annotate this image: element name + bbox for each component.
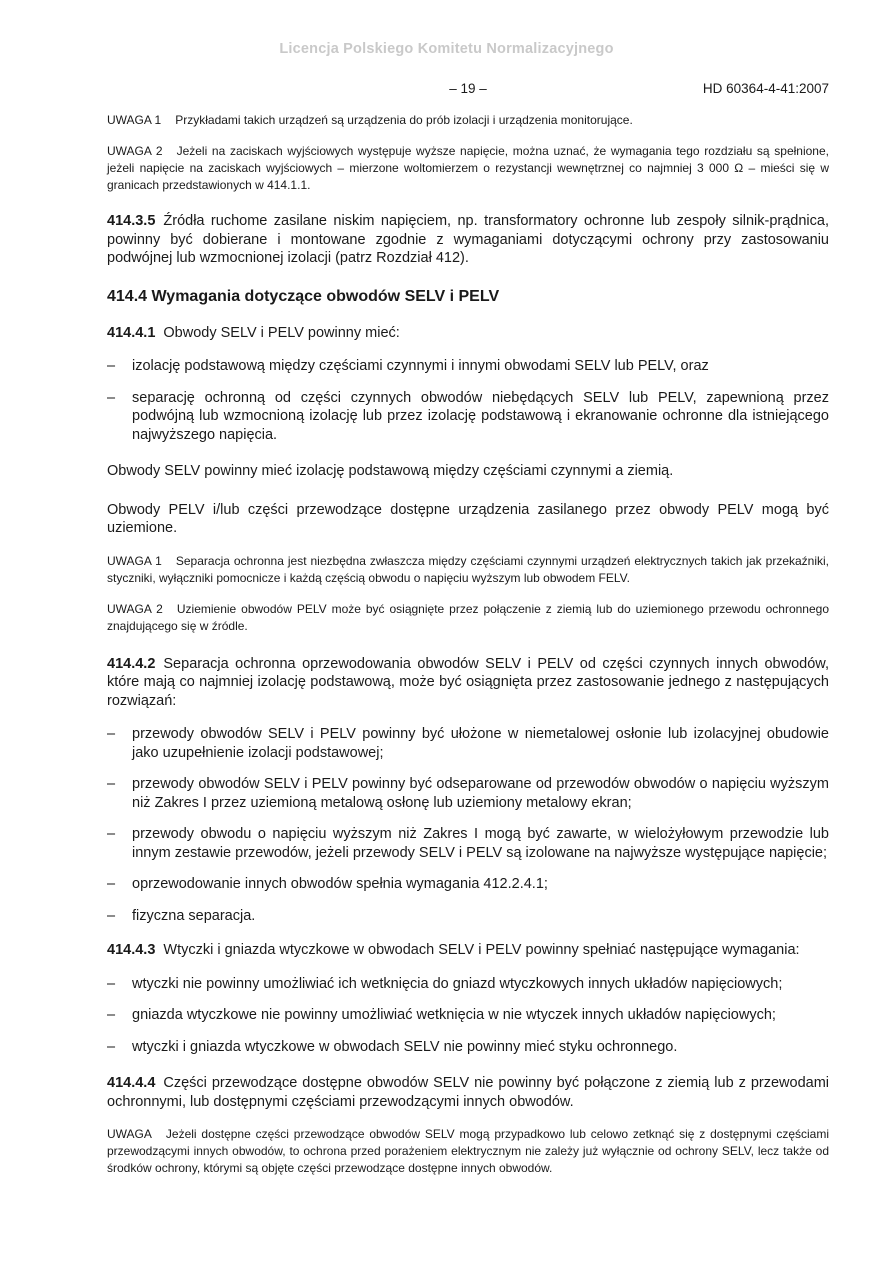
list-item-text: oprzewodowanie innych obwodów spełnia wymagania 412.2.4.1; (132, 876, 548, 892)
list-item (107, 907, 829, 926)
note-label: UWAGA 2 (107, 601, 163, 616)
list-item-text: przewody obwodów SELV i PELV powinny być odseparowane od przewodów obwodów o napięciu wyższym niż Zakres I przez uziemioną metalową osłonę lub uziemiony metalowy ekran; (132, 776, 829, 811)
clause-text: Wtyczki i gniazda wtyczkowe w obwodach SELV i PELV powinny spełniać następujące wymagania: (163, 942, 800, 958)
watermark: Licencja Polskiego Komitetu Normalizacyjnego (279, 41, 614, 57)
clause-414-3-5 (107, 212, 829, 268)
dash-bullet: – (107, 726, 116, 742)
dash-list (107, 725, 829, 925)
dash-bullet: – (107, 776, 116, 792)
clause-number: 414.4.1 (107, 324, 156, 341)
clause-414-4-4 (107, 1074, 829, 1111)
paragraph: Obwody SELV powinny mieć izolację podstawową między częściami czynnymi a ziemią. (107, 463, 674, 479)
note (107, 553, 829, 587)
clause-number: 414.3.5 (107, 213, 156, 229)
note (107, 112, 829, 129)
list-item (107, 1038, 829, 1057)
dash-list (107, 975, 829, 1057)
page-content (107, 112, 829, 1191)
note (107, 1126, 829, 1177)
list-item-text: gniazda wtyczkowe nie powinny umożliwiać wetknięcia w nie wtyczek innych układów napięciowych; (132, 1007, 776, 1023)
dash-bullet: – (107, 907, 116, 924)
list-item (107, 357, 829, 376)
note-text: Przykładami takich urządzeń są urządzenia do prób izolacji i urządzenia monitorujące. (175, 113, 633, 127)
note (107, 143, 829, 194)
section-heading: 414.4 Wymagania dotyczące obwodów SELV i PELV (107, 287, 500, 305)
note-label: UWAGA 1 (107, 113, 162, 127)
dash-bullet: – (107, 826, 116, 842)
note-label: UWAGA (107, 1127, 152, 1141)
clause-number: 414.4.3 (107, 942, 156, 958)
clause-text: Separacja ochronna oprzewodowania obwodów SELV i PELV od części czynnych innych obwodów, które mają co najmniej izolację podstawową, może być osiągnięta przez zastosowanie jednego z następujących rozwiązań: (107, 655, 829, 709)
dash-bullet: – (107, 1038, 116, 1055)
dash-list (107, 357, 829, 444)
list-item-text: fizyczna separacja. (132, 907, 256, 924)
clause-text: Źródła ruchome zasilane niskim napięciem, np. transformatory ochronne lub zespoły silnik-prądnica, powinny być dobierane i montowane zgodnie z wymaganiami dotyczącymi ochrony przy zastosowaniu podwójnej lub wzmocnionej izolacji (patrz Rozdział 412). (107, 213, 829, 266)
dash-bullet: – (107, 389, 116, 406)
dash-bullet: – (107, 358, 116, 374)
note (107, 601, 829, 635)
list-item-text: izolację podstawową między częściami czynnymi i innymi obwodami SELV lub PELV, oraz (132, 358, 709, 374)
note-label: UWAGA 1 (107, 553, 162, 568)
clause-414-4-1 (107, 324, 829, 343)
list-item-text: separację ochronną od części czynnych obwodów niebędących SELV lub PELV, zapewnioną przez podwójną lub wzmocnioną izolację lub przez izolację podstawową i ekranowanie ochronne dla istniejącego najwyższego napięcia. (132, 389, 829, 443)
list-item (107, 975, 829, 994)
clause-text: Obwody SELV i PELV powinny mieć: (163, 324, 400, 341)
list-item (107, 389, 829, 445)
clause-414-4-2 (107, 655, 829, 711)
note-text: Separacja ochronna jest niezbędna zwłaszcza między częściami czynnymi urządzeń elektrycznych takich jak przekaźniki, styczniki, wyłączniki pomocnicze i każdą częścią obwodu o napięciu wyższym lub obwodem FELV. (107, 553, 830, 585)
list-item-text: wtyczki nie powinny umożliwiać ich wetknięcia do gniazd wtyczkowych innych układów napięciowych; (132, 975, 783, 992)
note-text: Uziemienie obwodów PELV może być osiągnięte przez połączenie z ziemią lub do uziemionego przewodu ochronnego znajdującego się w źródle. (107, 601, 829, 633)
dash-bullet: – (107, 876, 116, 892)
list-item (107, 775, 829, 812)
list-item-text: wtyczki i gniazda wtyczkowe w obwodach SELV nie powinny mieć styku ochronnego. (132, 1038, 678, 1055)
clause-414-4-3 (107, 941, 829, 960)
list-item (107, 875, 829, 894)
page-number: – 19 – (449, 81, 487, 96)
dash-bullet: – (107, 1007, 116, 1023)
list-item (107, 725, 829, 762)
paragraph: Obwody PELV i/lub części przewodzące dostępne urządzenia zasilanego przez obwody PELV mogą być uziemione. (107, 501, 829, 536)
list-item (107, 1006, 829, 1025)
note-text: Jeżeli na zaciskach wyjściowych występuje wyższe napięcie, można uznać, że wymagania tego rozdziału są spełnione, jeżeli napięcie na zaciskach wyjściowych – mierzone woltomierzem o rezystancji wewnętrznej co najmniej 3 000 Ω – mieści się w granicach przedstawionych w 414.1.1. (107, 144, 829, 192)
page-header (107, 81, 829, 99)
dash-bullet: – (107, 975, 116, 992)
document-id: HD 60364-4-41:2007 (702, 81, 829, 96)
clause-text: Części przewodzące dostępne obwodów SELV nie powinny być połączone z ziemią lub z przewodami ochronnymi, lub dostępnymi częściami przewodzącymi innych obwodów. (107, 1075, 829, 1110)
list-item-text: przewody obwodu o napięciu wyższym niż Zakres I mogą być zawarte, w wielożyłowym przewodzie lub innym zestawie przewodów, jeżeli przewody SELV i PELV są izolowane na najwyższe występujące napięcie; (132, 826, 829, 861)
list-item-text: przewody obwodów SELV i PELV powinny być ułożone w niemetalowej osłonie lub izolacyjnej obudowie jako uzupełnienie izolacji podstawowej; (132, 726, 829, 761)
note-label: UWAGA 2 (107, 144, 163, 158)
clause-number: 414.4.4 (107, 1075, 156, 1091)
list-item (107, 825, 829, 862)
clause-number: 414.4.2 (107, 655, 156, 672)
note-text: Jeżeli dostępne części przewodzące obwodów SELV mogą przypadkowo lub celowo zetknąć się z dostępnymi częściami przewodzącymi innych obwodów, to ochrona przed porażeniem elektrycznym nie zależy już wyłącznie od ochrony SELV, lecz także od środków ochrony, którymi są objęte części przewodzące dostępne innych obwodów. (107, 1127, 829, 1175)
